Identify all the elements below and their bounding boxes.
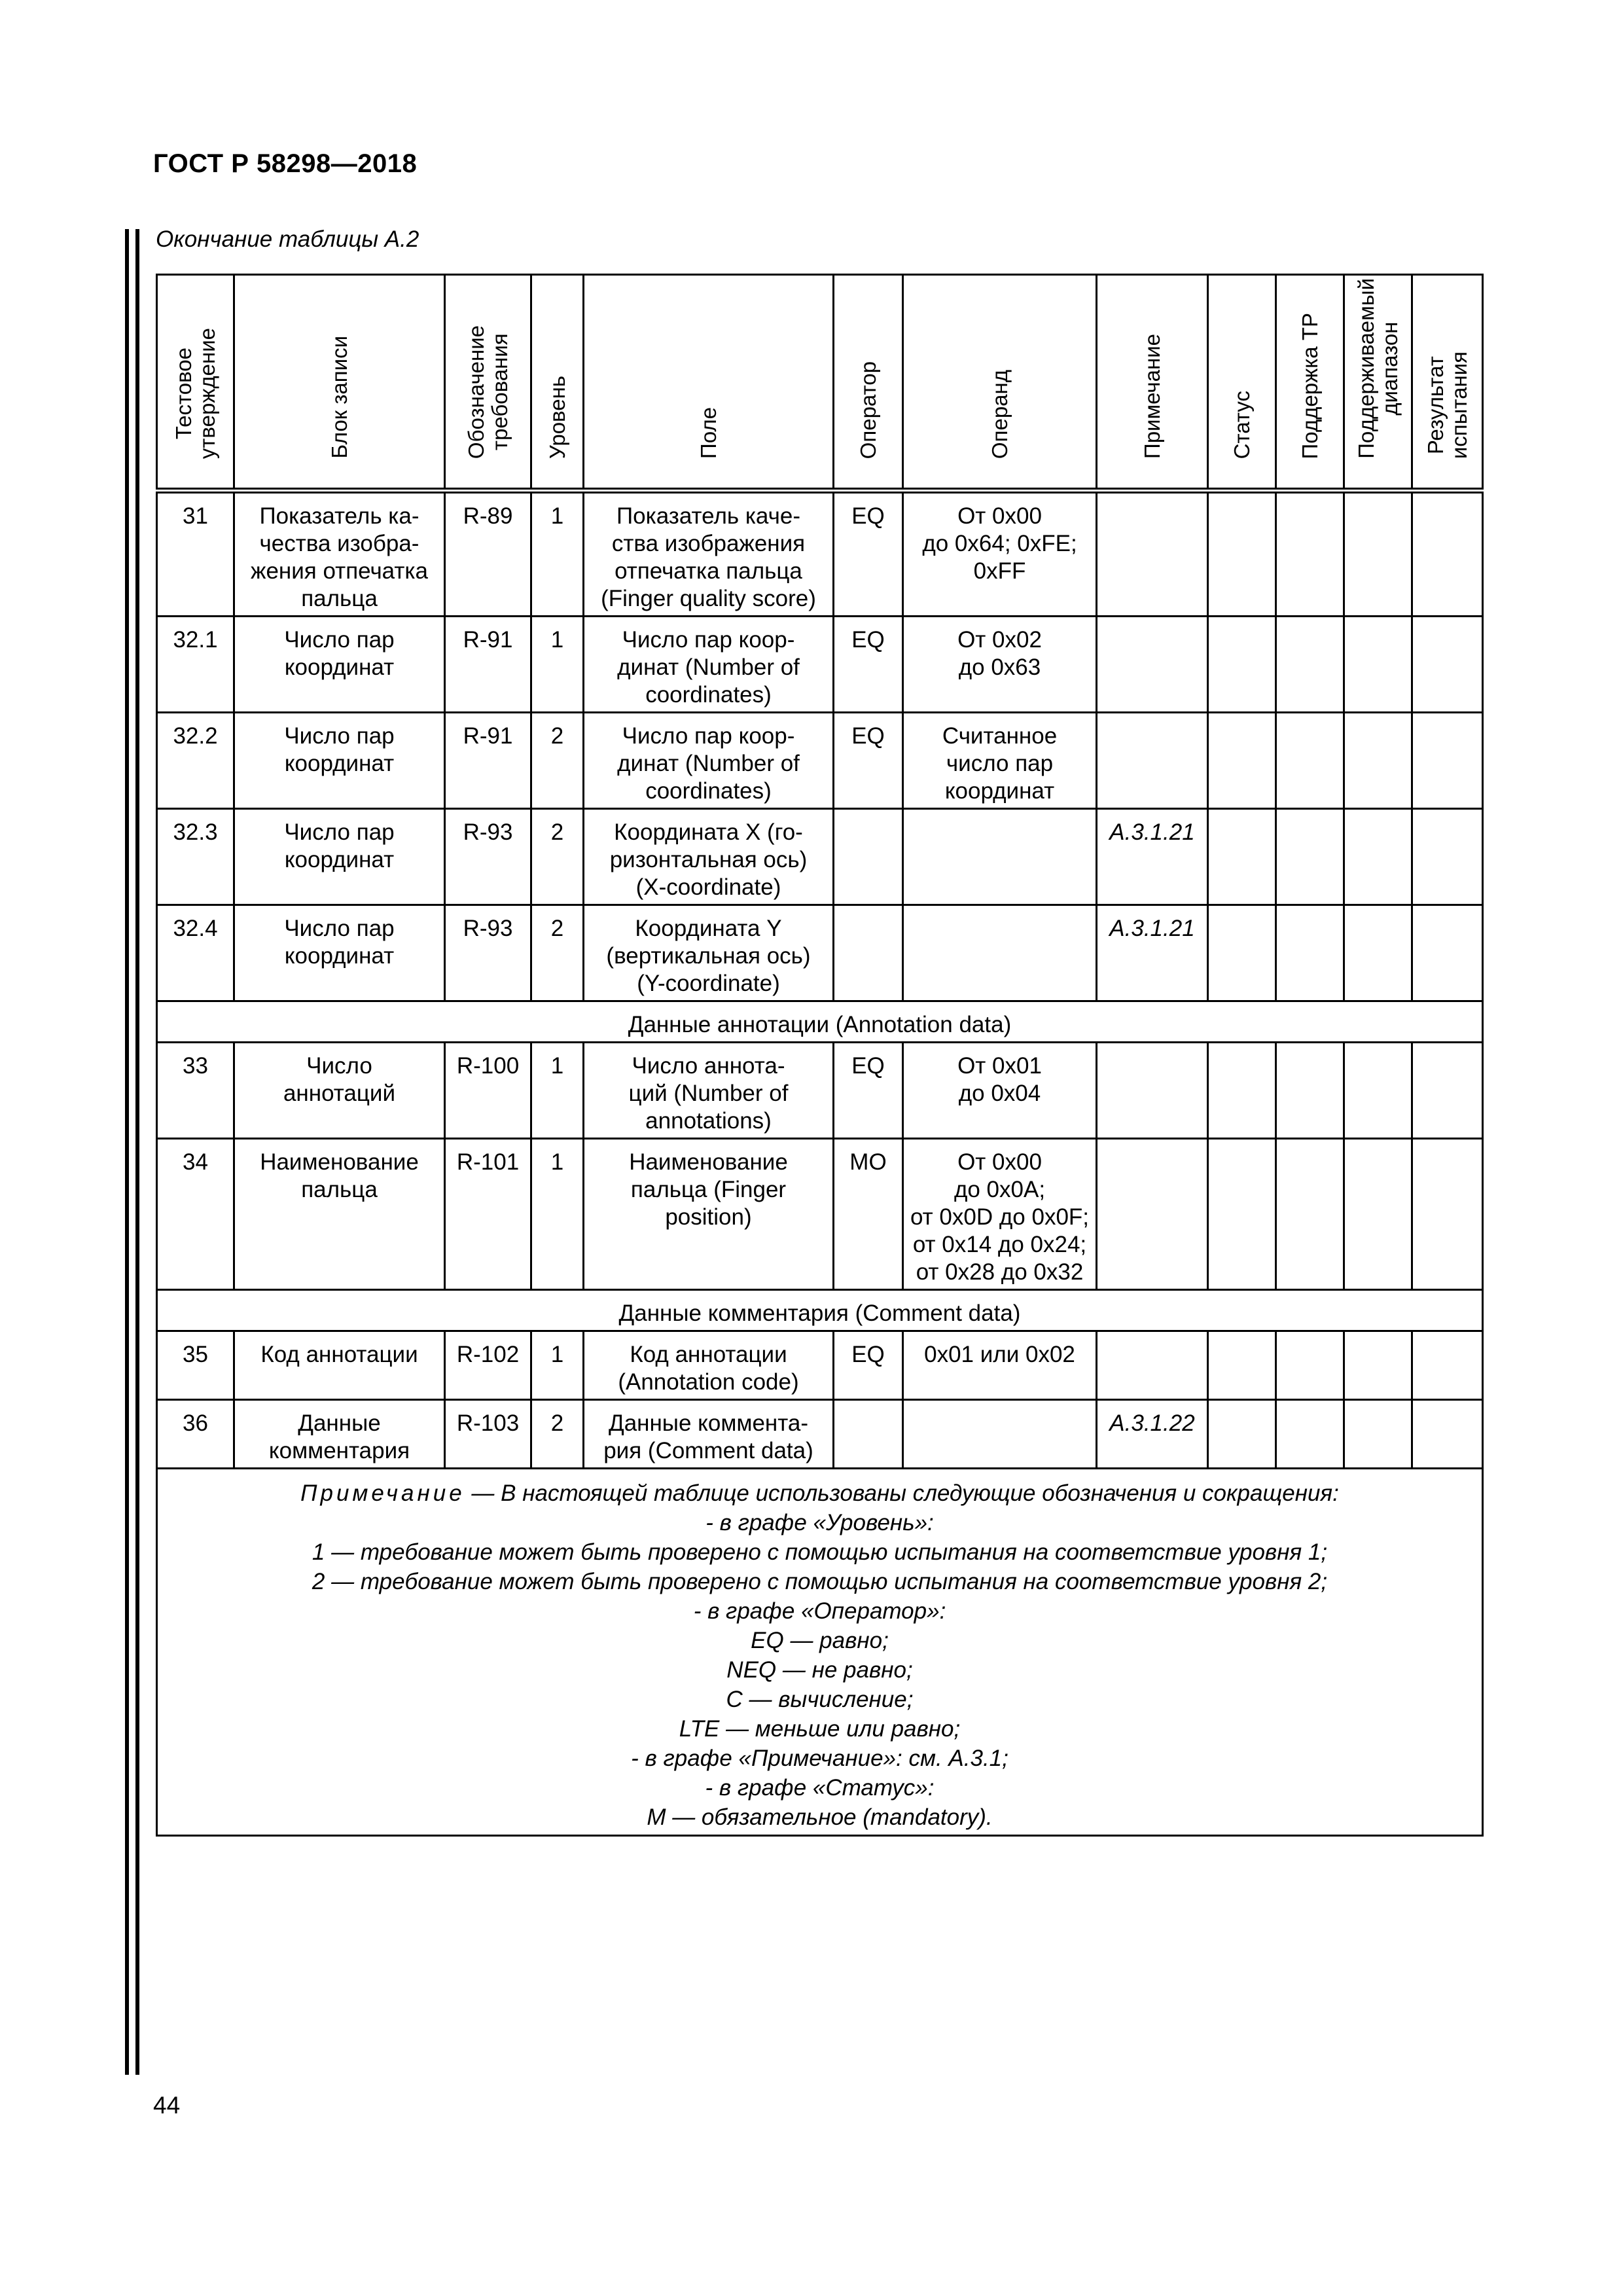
col-header-supported-range: Поддерживаемый диапазон (1344, 275, 1412, 491)
cell-status (1208, 1139, 1276, 1290)
cell-tr-support (1276, 617, 1344, 713)
table-row (157, 1043, 1483, 1139)
cell-tr-support (1276, 905, 1344, 1001)
cell-status (1208, 1331, 1276, 1400)
footnote-line: - в графе «Статус»: (705, 1775, 935, 1801)
cell-id: 36 (157, 1400, 234, 1469)
cell-note: А.3.1.22 (1097, 1400, 1208, 1469)
cell-result (1412, 809, 1483, 905)
col-header-requirement-id: Обозначение требования (445, 275, 531, 491)
change-bar-inner (135, 229, 139, 2075)
col-header-field: Поле (584, 275, 834, 491)
footnote-line: EQ — равно; (751, 1628, 889, 1653)
cell-req: R-100 (445, 1043, 531, 1139)
cell-operator: EQ (834, 1331, 903, 1400)
cell-id: 33 (157, 1043, 234, 1139)
footnote-line: - в графе «Оператор»: (693, 1598, 946, 1624)
cell-range (1344, 1331, 1412, 1400)
section-row (157, 1290, 1483, 1331)
cell-field: Число пар коор- динат (Number of coordinates) (584, 713, 834, 809)
cell-status (1208, 1400, 1276, 1469)
page-number: 44 (153, 2092, 181, 2119)
cell-field: Число пар коор- динат (Number of coordinates) (584, 617, 834, 713)
cell-result (1412, 617, 1483, 713)
cell-operator (834, 809, 903, 905)
cell-block: Число пар координат (234, 713, 445, 809)
col-header-test-result: Результат испытания (1412, 275, 1483, 491)
cell-req: R-89 (445, 491, 531, 617)
cell-field: Данные коммента- рия (Comment data) (584, 1400, 834, 1469)
col-header-note: Примечание (1097, 275, 1208, 491)
cell-range (1344, 491, 1412, 617)
cell-status (1208, 491, 1276, 617)
cell-range (1344, 1400, 1412, 1469)
cell-range (1344, 809, 1412, 905)
cell-tr-support (1276, 491, 1344, 617)
cell-operand: От 0x00 до 0x64; 0xFE; 0xFF (903, 491, 1097, 617)
table-row (157, 1400, 1483, 1469)
cell-id: 31 (157, 491, 234, 617)
cell-operand: Считанное число пар координат (903, 713, 1097, 809)
cell-level: 2 (531, 905, 584, 1001)
cell-block: Данные комментария (234, 1400, 445, 1469)
col-header-level: Уровень (531, 275, 584, 491)
col-header-record-block: Блок записи (234, 275, 445, 491)
cell-range (1344, 713, 1412, 809)
cell-block: Код аннотации (234, 1331, 445, 1400)
cell-tr-support (1276, 809, 1344, 905)
change-bar-outer (125, 229, 129, 2075)
cell-result (1412, 905, 1483, 1001)
cell-status (1208, 905, 1276, 1001)
cell-level: 2 (531, 713, 584, 809)
section-annotation-data: Данные аннотации (Annotation data) (157, 1001, 1483, 1043)
cell-tr-support (1276, 1139, 1344, 1290)
table-row (157, 713, 1483, 809)
cell-req: R-102 (445, 1331, 531, 1400)
cell-status (1208, 809, 1276, 905)
cell-id: 32.3 (157, 809, 234, 905)
cell-level: 2 (531, 809, 584, 905)
table-row (157, 617, 1483, 713)
table-caption: Окончание таблицы А.2 (156, 226, 419, 252)
cell-result (1412, 491, 1483, 617)
cell-result (1412, 713, 1483, 809)
footnote-line: M — обязательное (mandatory). (647, 1804, 993, 1830)
cell-field: Число аннота- ций (Number of annotations) (584, 1043, 834, 1139)
cell-note (1097, 1331, 1208, 1400)
cell-operand: 0x01 или 0x02 (903, 1331, 1097, 1400)
cell-level: 1 (531, 1043, 584, 1139)
section-comment-data: Данные комментария (Comment data) (157, 1290, 1483, 1331)
footnote-line: 2 — требование может быть проверено с помощью испытания на соответствие уровня 2; (312, 1569, 1328, 1594)
table-row (157, 1331, 1483, 1400)
table-row (157, 905, 1483, 1001)
cell-id: 35 (157, 1331, 234, 1400)
cell-range (1344, 1043, 1412, 1139)
cell-operand: От 0x00 до 0x0A; от 0x0D до 0x0F; от 0x14 до 0x24; от 0x28 до 0x32 (903, 1139, 1097, 1290)
cell-level: 1 (531, 491, 584, 617)
cell-result (1412, 1139, 1483, 1290)
cell-block: Число пар координат (234, 617, 445, 713)
col-header-status: Статус (1208, 275, 1276, 491)
cell-operator (834, 905, 903, 1001)
cell-operator (834, 1400, 903, 1469)
footnote-line: NEQ — не равно; (726, 1657, 913, 1683)
col-header-test-assertion: Тестовое утверждение (157, 275, 234, 491)
cell-req: R-91 (445, 713, 531, 809)
cell-operator: EQ (834, 713, 903, 809)
cell-operator: EQ (834, 617, 903, 713)
footnote-line: 1 — требование может быть проверено с помощью испытания на соответствие уровня 1; (312, 1539, 1328, 1565)
cell-result (1412, 1043, 1483, 1139)
cell-field: Координата X (го- ризонтальная ось) (X-coordinate) (584, 809, 834, 905)
cell-note: А.3.1.21 (1097, 905, 1208, 1001)
cell-level: 1 (531, 617, 584, 713)
col-header-operator: Оператор (834, 275, 903, 491)
cell-req: R-93 (445, 809, 531, 905)
cell-range (1344, 1139, 1412, 1290)
cell-level: 2 (531, 1400, 584, 1469)
cell-operand (903, 809, 1097, 905)
cell-status (1208, 713, 1276, 809)
cell-operand: От 0x01 до 0x04 (903, 1043, 1097, 1139)
cell-level: 1 (531, 1139, 584, 1290)
cell-note: А.3.1.21 (1097, 809, 1208, 905)
cell-block: Число аннотаций (234, 1043, 445, 1139)
table-row (157, 1139, 1483, 1290)
footnote-line: LTE — меньше или равно; (679, 1716, 961, 1742)
cell-tr-support (1276, 1400, 1344, 1469)
footnote-intro: — В настоящей таблице использованы следующие обозначения и сокращения: (465, 1480, 1339, 1506)
cell-result (1412, 1331, 1483, 1400)
cell-block: Показатель ка- чества изобра- жения отпечатка пальца (234, 491, 445, 617)
footnote-row (157, 1469, 1483, 1836)
cell-req: R-101 (445, 1139, 531, 1290)
cell-req: R-103 (445, 1400, 531, 1469)
cell-operator: EQ (834, 1043, 903, 1139)
footnote-line: - в графе «Уровень»: (705, 1510, 934, 1535)
cell-id: 32.4 (157, 905, 234, 1001)
cell-operator: MO (834, 1139, 903, 1290)
cell-operand: От 0x02 до 0x63 (903, 617, 1097, 713)
cell-block: Наименование пальца (234, 1139, 445, 1290)
cell-operand (903, 1400, 1097, 1469)
cell-operand (903, 905, 1097, 1001)
footnote-line: - в графе «Примечание»: см. А.3.1; (631, 1746, 1008, 1771)
col-header-operand: Операнд (903, 275, 1097, 491)
cell-operator: EQ (834, 491, 903, 617)
cell-field: Код аннотации (Annotation code) (584, 1331, 834, 1400)
cell-note (1097, 491, 1208, 617)
table-footnote (157, 1469, 1483, 1836)
cell-result (1412, 1400, 1483, 1469)
cell-field: Наименование пальца (Finger position) (584, 1139, 834, 1290)
cell-level: 1 (531, 1331, 584, 1400)
cell-note (1097, 617, 1208, 713)
cell-status (1208, 617, 1276, 713)
footnote-label: Примечание (300, 1480, 465, 1506)
cell-block: Число пар координат (234, 809, 445, 905)
cell-range (1344, 905, 1412, 1001)
cell-status (1208, 1043, 1276, 1139)
cell-note (1097, 1139, 1208, 1290)
table-row (157, 809, 1483, 905)
cell-block: Число пар координат (234, 905, 445, 1001)
cell-tr-support (1276, 1331, 1344, 1400)
cell-req: R-91 (445, 617, 531, 713)
col-header-tr-support: Поддержка ТР (1276, 275, 1344, 491)
table-row (157, 491, 1483, 617)
requirements-table (156, 274, 1484, 1837)
footnote-line: С — вычисление; (726, 1687, 914, 1712)
cell-range (1344, 617, 1412, 713)
cell-field: Координата Y (вертикальная ось) (Y-coordinate) (584, 905, 834, 1001)
section-row (157, 1001, 1483, 1043)
cell-tr-support (1276, 1043, 1344, 1139)
cell-id: 32.2 (157, 713, 234, 809)
table-header-row (157, 275, 1483, 491)
cell-field: Показатель каче- ства изображения отпечатка пальца (Finger quality score) (584, 491, 834, 617)
cell-note (1097, 1043, 1208, 1139)
cell-req: R-93 (445, 905, 531, 1001)
cell-id: 34 (157, 1139, 234, 1290)
cell-id: 32.1 (157, 617, 234, 713)
cell-tr-support (1276, 713, 1344, 809)
cell-note (1097, 713, 1208, 809)
document-title: ГОСТ Р 58298—2018 (153, 149, 418, 178)
